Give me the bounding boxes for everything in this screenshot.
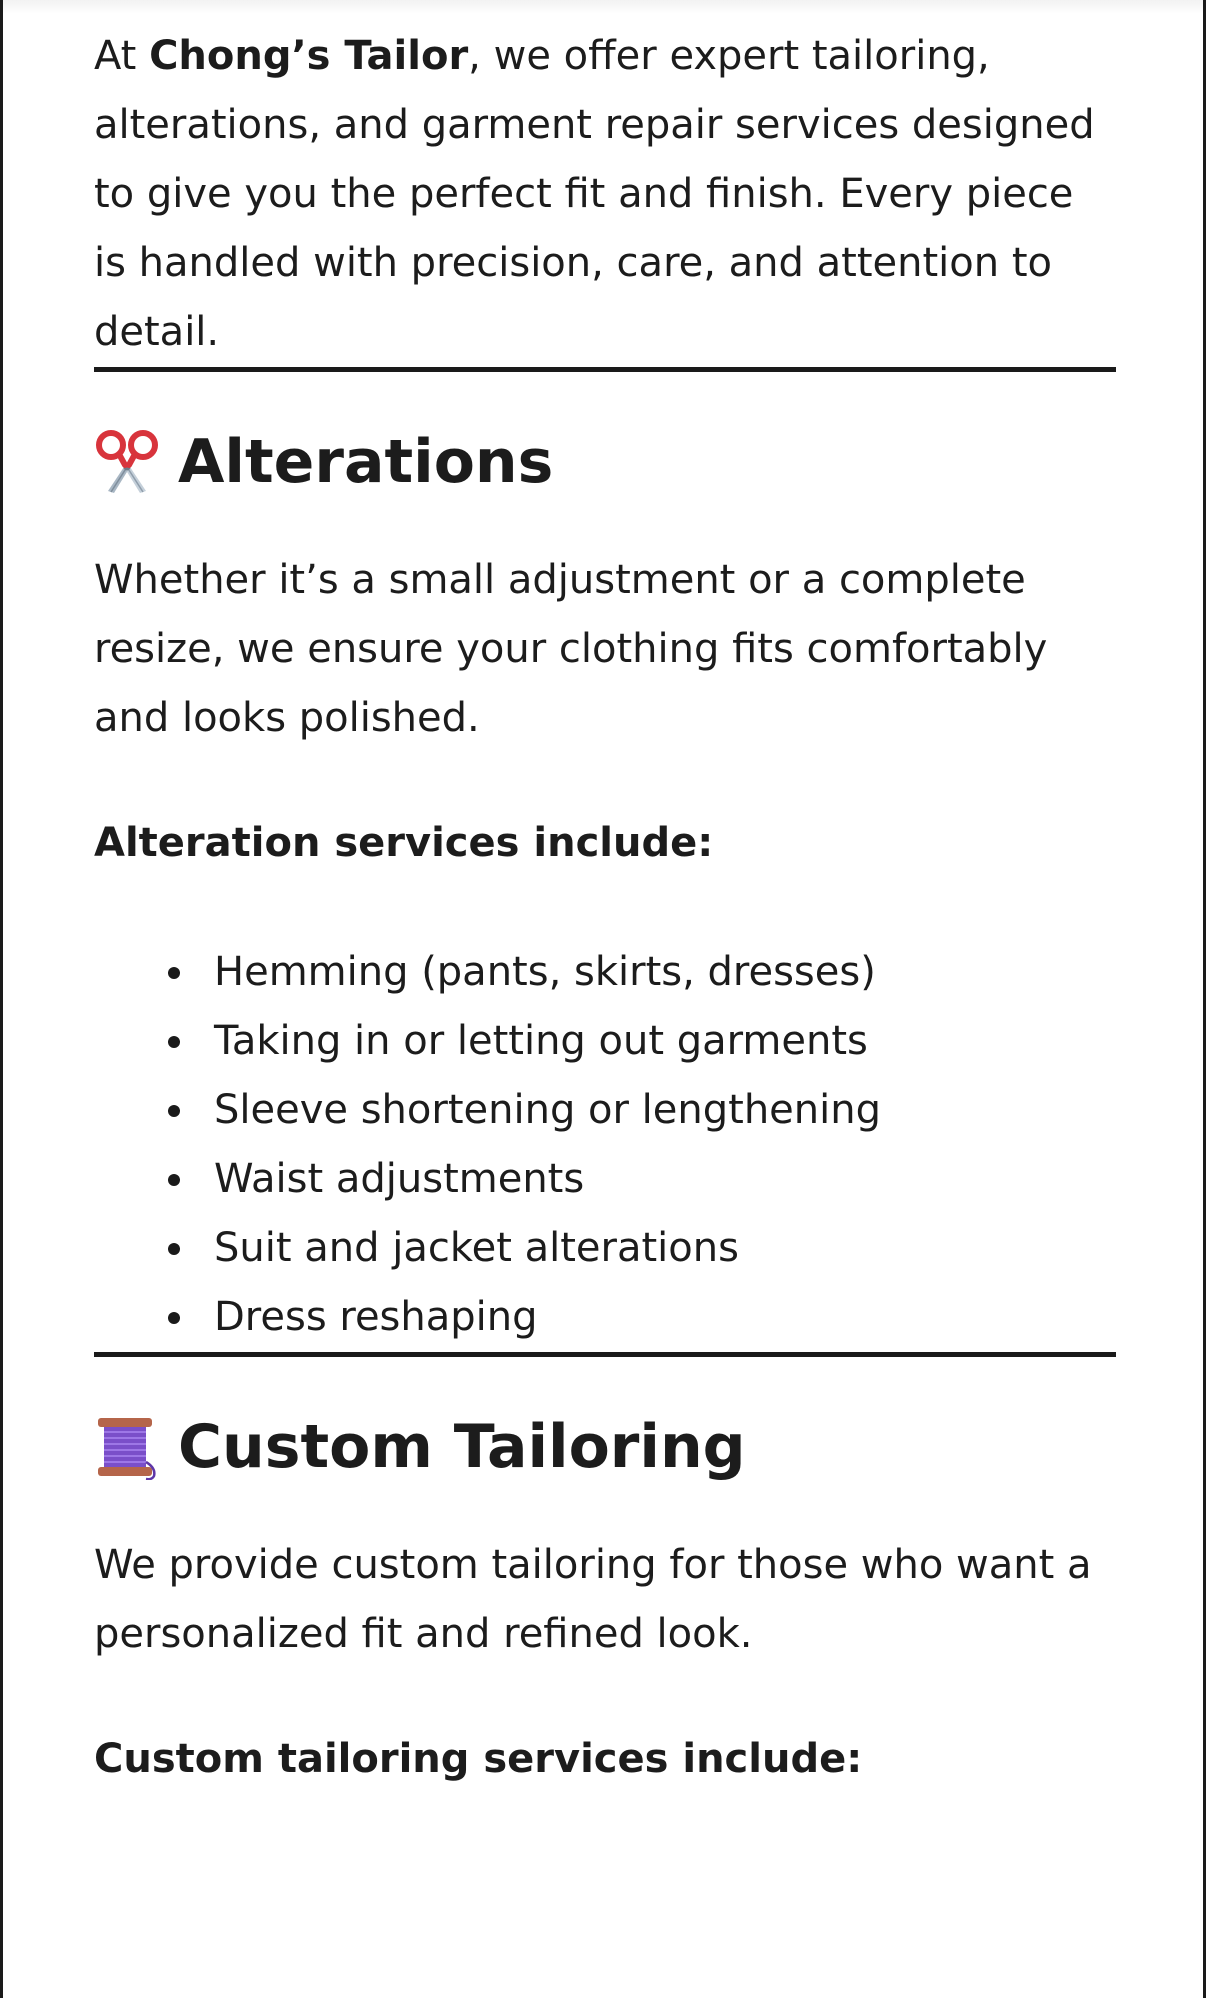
alterations-title: Alterations (178, 427, 554, 497)
top-shadow (3, 0, 1203, 14)
list-item: Waist adjustments (94, 1145, 1116, 1214)
list-item: Suit and jacket alterations (94, 1214, 1116, 1283)
thread-spool-icon (94, 1414, 160, 1480)
custom-tailoring-heading (94, 1407, 1116, 1487)
list-item: Hemming (pants, skirts, dresses) (94, 938, 1116, 1007)
alterations-heading (94, 422, 1116, 502)
section-divider (94, 367, 1116, 372)
article-content (94, 22, 1116, 1794)
list-item: Taking in or letting out garments (94, 1007, 1116, 1076)
section-divider (94, 1352, 1116, 1357)
custom-tailoring-title: Custom Tailoring (178, 1412, 746, 1482)
list-item: Dress reshaping (94, 1283, 1116, 1352)
alterations-services-list (94, 938, 1116, 1352)
intro-paragraph (94, 22, 1116, 367)
intro-prefix: At (94, 33, 150, 79)
scissors-icon (94, 429, 160, 495)
custom-tailoring-description: We provide custom tailoring for those who want a personalized fit and refined look. (94, 1542, 1092, 1657)
shop-name: Chong’s Tailor (149, 33, 469, 79)
alterations-description: Whether it’s a small adjustment or a complete resize, we ensure your clothing fits comfortably and looks polished. (94, 557, 1048, 741)
intro-text: , we offer expert tailoring, alterations, and garment repair services designed to give you the perfect fit and finish. Every piece is handled with precision, care, and attention to detail. (94, 33, 1095, 355)
list-item: Sleeve shortening or lengthening (94, 1076, 1116, 1145)
alterations-list-heading: Alteration services include: (94, 820, 714, 866)
custom-tailoring-list-heading: Custom tailoring services include: (94, 1736, 863, 1782)
